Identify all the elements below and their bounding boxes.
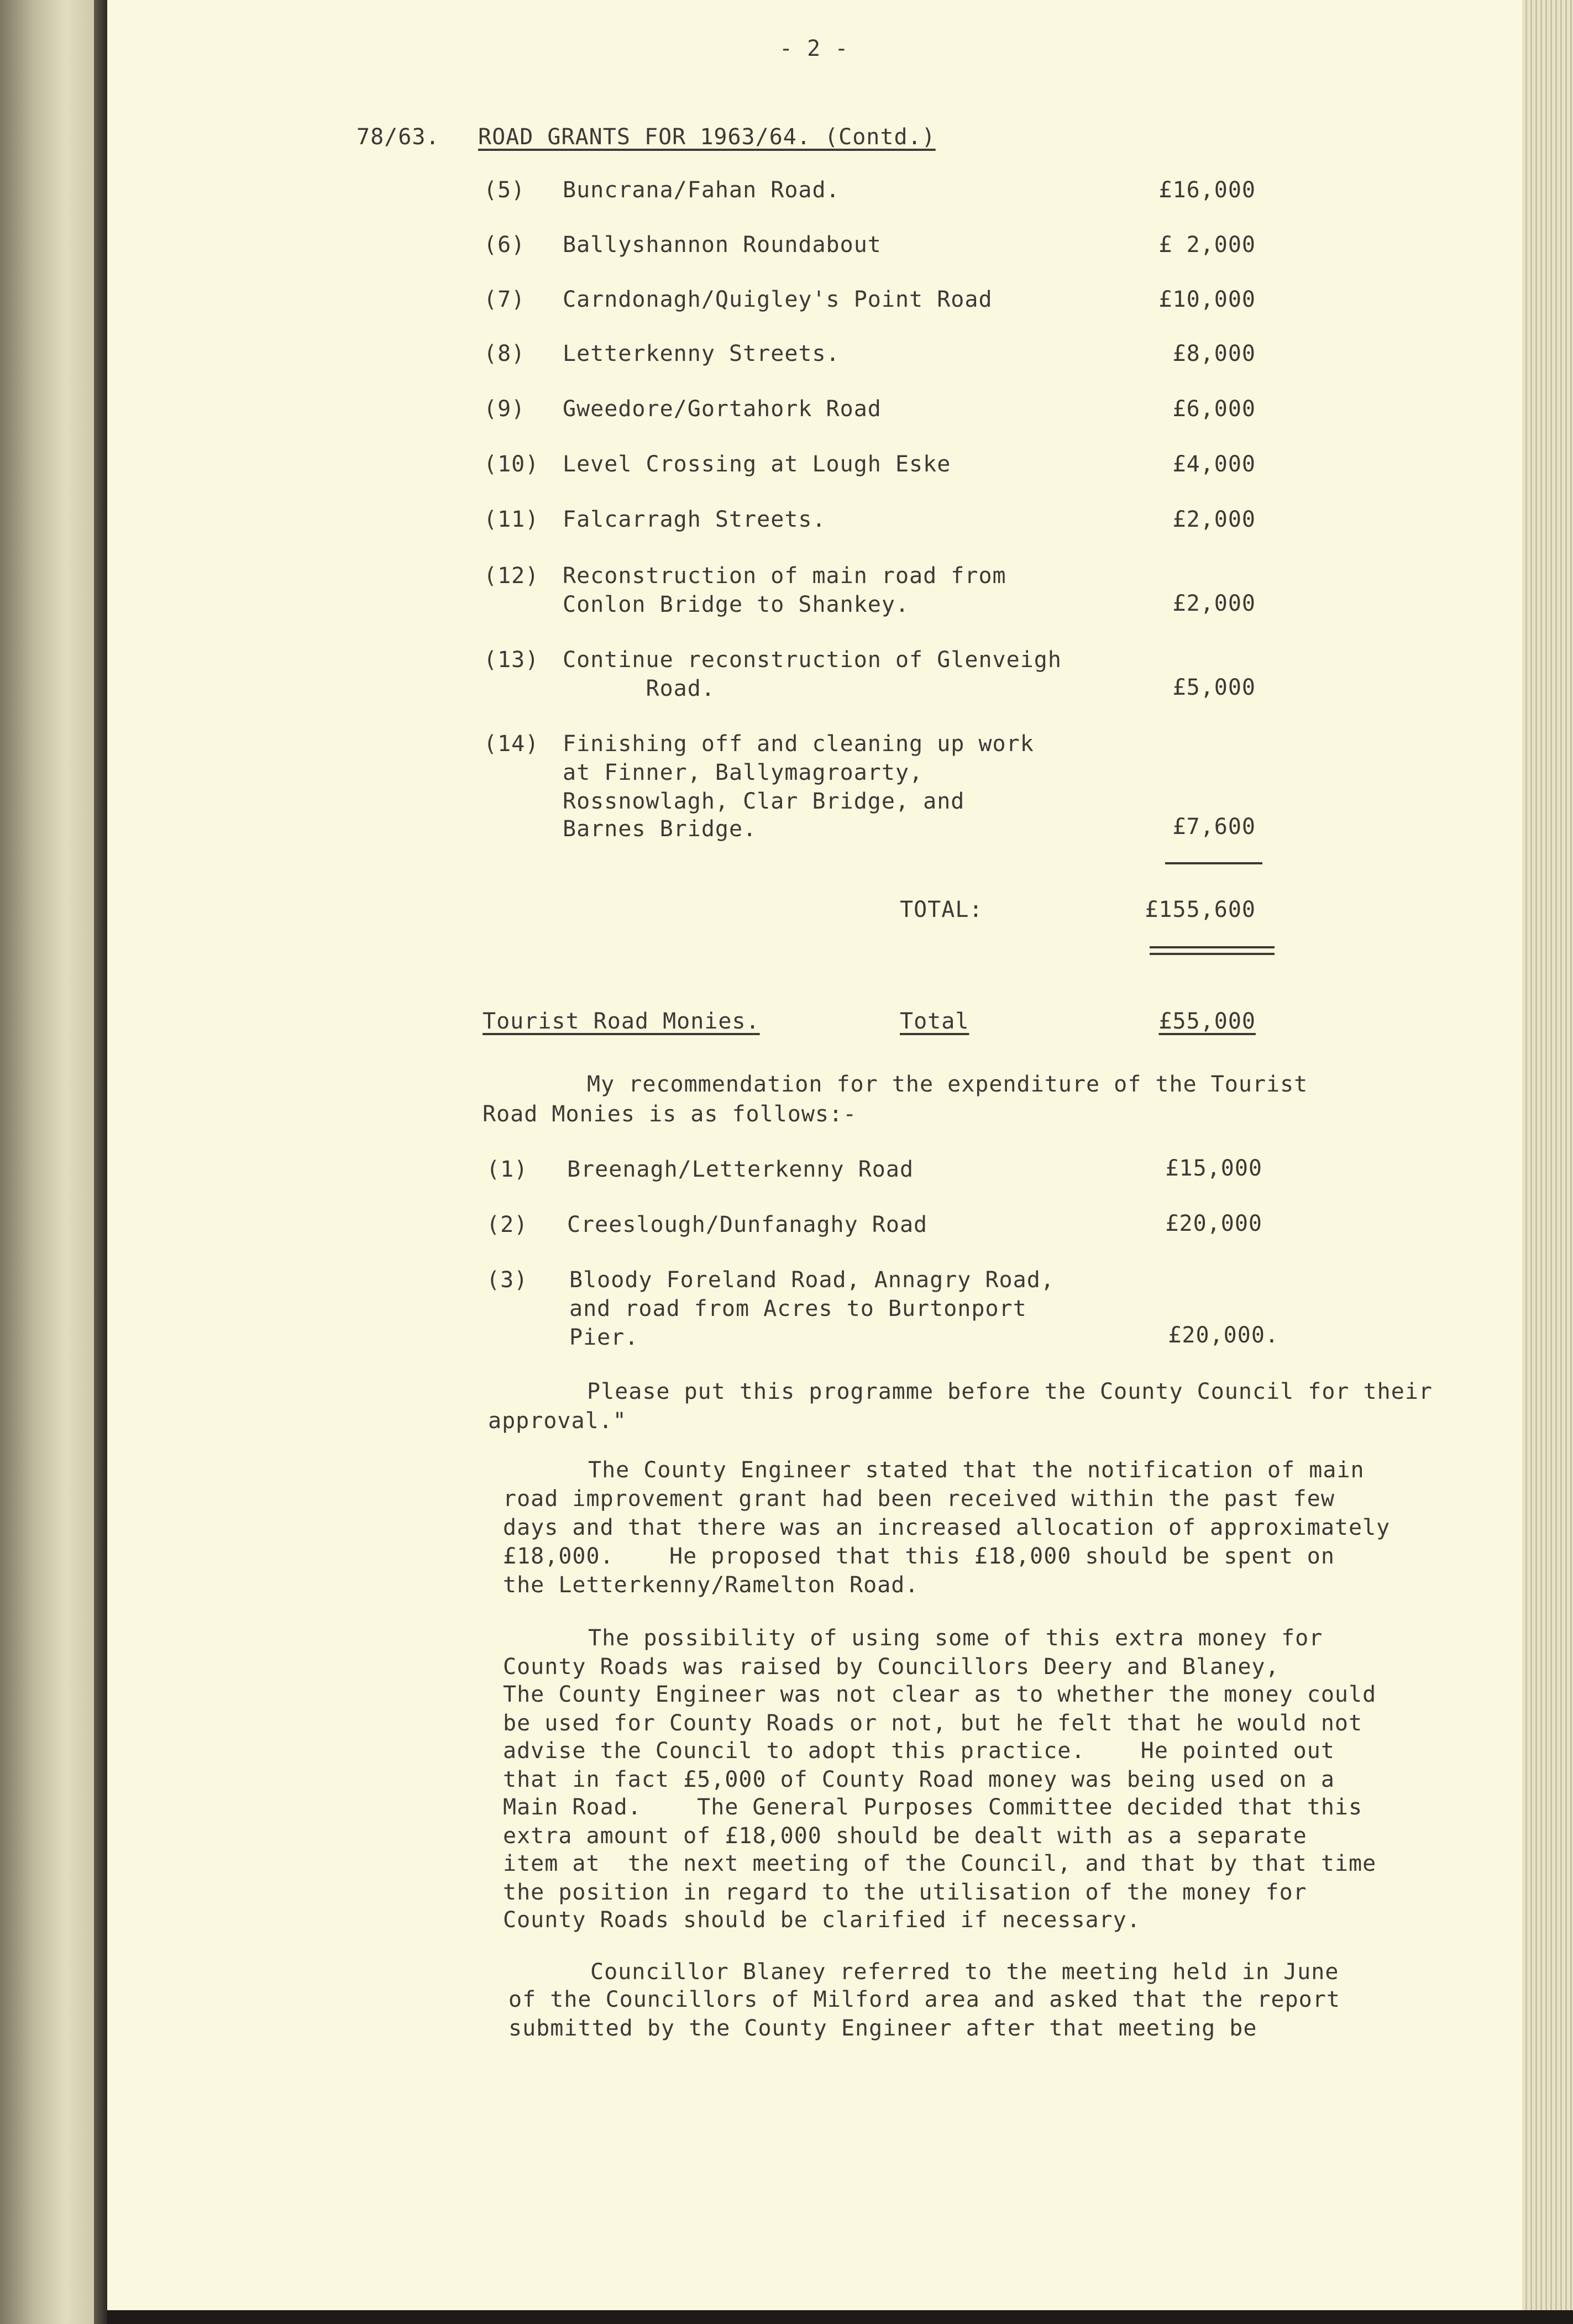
tourist-item-description: and road from Acres to Burtonport [569, 1296, 1027, 1321]
grant-amount: £7,600 [1172, 814, 1256, 840]
paragraph-line: road improvement grant had been received within the past few [503, 1486, 1335, 1512]
closing-line: Please put this programme before the County Council for their [587, 1379, 1433, 1404]
grant-number: (7) [484, 287, 526, 312]
paragraph-line: extra amount of £18,000 should be dealt with as a separate [503, 1823, 1307, 1849]
grant-description: Gweedore/Gortahork Road [563, 396, 882, 422]
paragraph-line: of the Councillors of Milford area and asked that the report [508, 1987, 1340, 2012]
tourist-total-amount: £55,000 [1158, 1009, 1256, 1034]
paragraph-line: County Roads should be clarified if necessary. [503, 1907, 1141, 1933]
grant-number: (8) [484, 341, 526, 366]
paragraph-line: £18,000. He proposed that this £18,000 should be spent on [503, 1544, 1335, 1569]
grant-amount: £16,000 [1158, 177, 1256, 203]
grant-number: (9) [484, 396, 526, 422]
grant-description: Letterkenny Streets. [563, 341, 840, 366]
grant-description: Road. [563, 676, 715, 701]
grant-number: (12) [484, 563, 539, 589]
paragraph-line: The County Engineer was not clear as to whether the money could [503, 1682, 1377, 1707]
grant-description: Falcarragh Streets. [563, 507, 826, 532]
tourist-item-amount: £20,000 [1165, 1211, 1262, 1236]
grant-description: Reconstruction of main road from [563, 563, 1006, 589]
grant-number: (14) [484, 731, 539, 757]
grant-description: Conlon Bridge to Shankey. [563, 592, 910, 617]
tourist-item-description: Pier. [569, 1325, 639, 1350]
paragraph-line: The possibility of using some of this extra money for [588, 1625, 1323, 1651]
paragraph-line: item at the next meeting of the Council, and that by that time [503, 1851, 1377, 1876]
tourist-intro: My recommendation for the expenditure of the Tourist [587, 1072, 1308, 1097]
grant-description: Level Crossing at Lough Eske [563, 452, 951, 477]
paragraph-line: days and that there was an increased allocation of approximately [503, 1515, 1391, 1540]
tourist-item-amount: £15,000 [1165, 1156, 1262, 1181]
grant-number: (10) [484, 452, 539, 477]
paragraph-line: County Roads was raised by Councillors Deery and Blaney, [503, 1654, 1280, 1680]
tourist-heading: Tourist Road Monies. [483, 1009, 760, 1034]
tourist-item-number: (1) [486, 1157, 528, 1182]
grant-description: Rossnowlagh, Clar Bridge, and [563, 789, 965, 814]
grant-description: at Finner, Ballymagroarty, [563, 760, 924, 785]
total-label: TOTAL: [900, 897, 983, 922]
grant-amount: £2,000 [1172, 507, 1256, 532]
grant-number: (5) [484, 177, 526, 203]
paragraph-line: be used for County Roads or not, but he felt that he would not [503, 1711, 1363, 1736]
tourist-intro: Road Monies is as follows:- [483, 1101, 857, 1127]
tourist-item-description: Bloody Foreland Road, Annagry Road, [569, 1267, 1055, 1293]
paragraph-line: The County Engineer stated that the notification of main [588, 1457, 1365, 1483]
grant-amount: £8,000 [1172, 341, 1256, 366]
grant-number: (11) [484, 507, 539, 532]
paragraph-line: the Letterkenny/Ramelton Road. [503, 1572, 919, 1598]
closing-line: approval." [488, 1408, 627, 1434]
grant-description: Barnes Bridge. [563, 816, 757, 842]
grant-amount: £4,000 [1172, 452, 1256, 477]
grant-number: (13) [484, 647, 539, 673]
grant-amount: £5,000 [1172, 675, 1256, 700]
paragraph-line: submitted by the County Engineer after that meeting be [508, 2016, 1257, 2041]
tourist-item-number: (2) [486, 1212, 528, 1237]
grant-amount: £ 2,000 [1158, 232, 1256, 258]
paragraph-line: Councillor Blaney referred to the meeting held in June [590, 1959, 1339, 1985]
total-amount: £155,600 [1145, 897, 1256, 922]
grant-description: Finishing off and cleaning up work [563, 731, 1034, 757]
page-number: - 2 - [779, 36, 849, 61]
paragraph-line: that in fact £5,000 of County Road money was being used on a [503, 1767, 1335, 1792]
section-heading: ROAD GRANTS FOR 1963/64. (Contd.) [478, 124, 936, 150]
minute-reference: 78/63. [356, 124, 440, 150]
grant-description: Buncrana/Fahan Road. [563, 177, 840, 203]
grant-description: Continue reconstruction of Glenveigh [563, 647, 1062, 673]
paragraph-line: advise the Council to adopt this practice. He pointed out [503, 1738, 1335, 1764]
grant-description: Carndonagh/Quigley's Point Road [563, 287, 993, 312]
paragraph-line: Main Road. The General Purposes Committee decided that this [503, 1795, 1363, 1820]
binding-gutter [94, 0, 107, 2324]
grant-amount: £6,000 [1172, 396, 1256, 422]
tourist-item-number: (3) [486, 1267, 528, 1293]
paragraph-line: the position in regard to the utilisation of the money for [503, 1880, 1307, 1905]
page-edges [1522, 0, 1573, 2310]
tourist-item-description: Breenagh/Letterkenny Road [567, 1157, 914, 1182]
tourist-item-amount: £20,000. [1168, 1323, 1279, 1348]
grant-description: Ballyshannon Roundabout [563, 232, 882, 258]
tourist-total-label: Total [900, 1009, 969, 1034]
book-binding [0, 0, 94, 2324]
grant-amount: £10,000 [1158, 287, 1256, 312]
tourist-item-description: Creeslough/Dunfanaghy Road [567, 1212, 928, 1237]
grant-amount: £2,000 [1172, 591, 1256, 616]
total-double-rule-bottom [1150, 953, 1275, 955]
grant-number: (6) [484, 232, 526, 258]
subtotal-rule [1165, 862, 1262, 864]
total-double-rule-top [1150, 946, 1275, 948]
